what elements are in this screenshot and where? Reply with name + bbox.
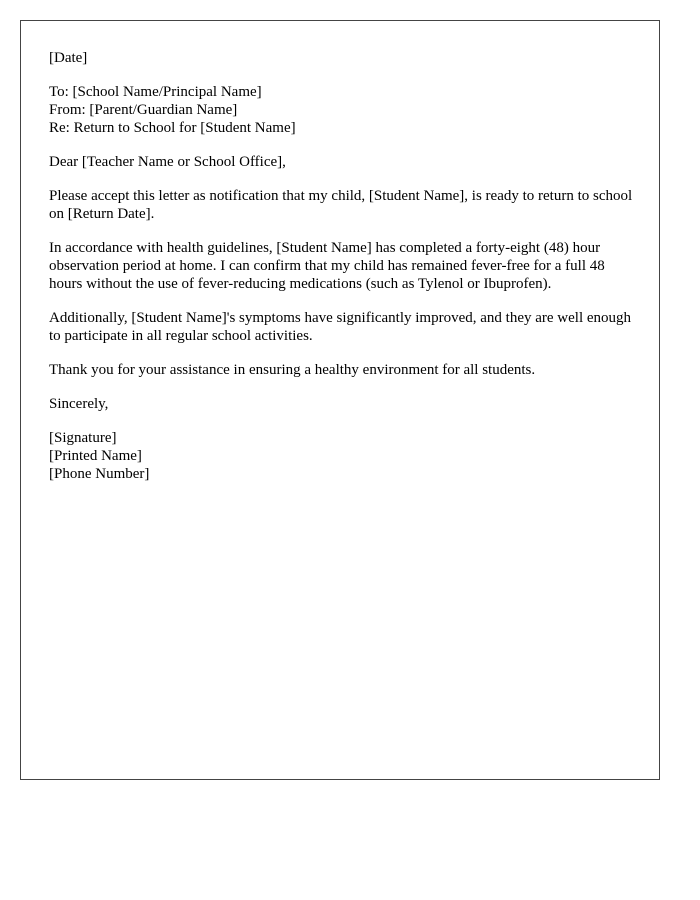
- from-line: From: [Parent/Guardian Name]: [49, 102, 238, 118]
- closing: [49, 395, 633, 413]
- closing-text: Sincerely,: [49, 396, 109, 412]
- letter-date: [Date]: [49, 50, 88, 66]
- letter-page: [20, 20, 660, 780]
- paragraph-health-guidelines: In accordance with health guidelines, [Student Name] has completed a forty-eight (48) hour observation period at home. I can confirm that my child has remained fever-free for a full 48 hours without the use of fever-reducing medications (such as Tylenol or Ibuprofen).: [49, 240, 605, 292]
- salutation-text: Dear [Teacher Name or School Office],: [49, 154, 286, 170]
- salutation: [49, 153, 633, 171]
- paragraph-symptoms: Additionally, [Student Name]'s symptoms have significantly improved, and they are well enough to participate in all regular school activities.: [49, 310, 632, 344]
- letter-header: [49, 83, 633, 137]
- to-line: To: [School Name/Principal Name]: [49, 84, 262, 100]
- printed-name-line: [Printed Name]: [49, 448, 142, 464]
- paragraph-thanks: Thank you for your assistance in ensuring a healthy environment for all students.: [49, 362, 536, 378]
- re-line: Re: Return to School for [Student Name]: [49, 120, 296, 136]
- signature-block: [49, 429, 633, 483]
- signature-line: [Signature]: [49, 430, 117, 446]
- phone-number-line: [Phone Number]: [49, 466, 150, 482]
- date-block: [49, 49, 633, 67]
- letter-body: [49, 49, 633, 499]
- paragraph-notification: Please accept this letter as notification that my child, [Student Name], is ready to return to school on [Return Date].: [49, 188, 633, 222]
